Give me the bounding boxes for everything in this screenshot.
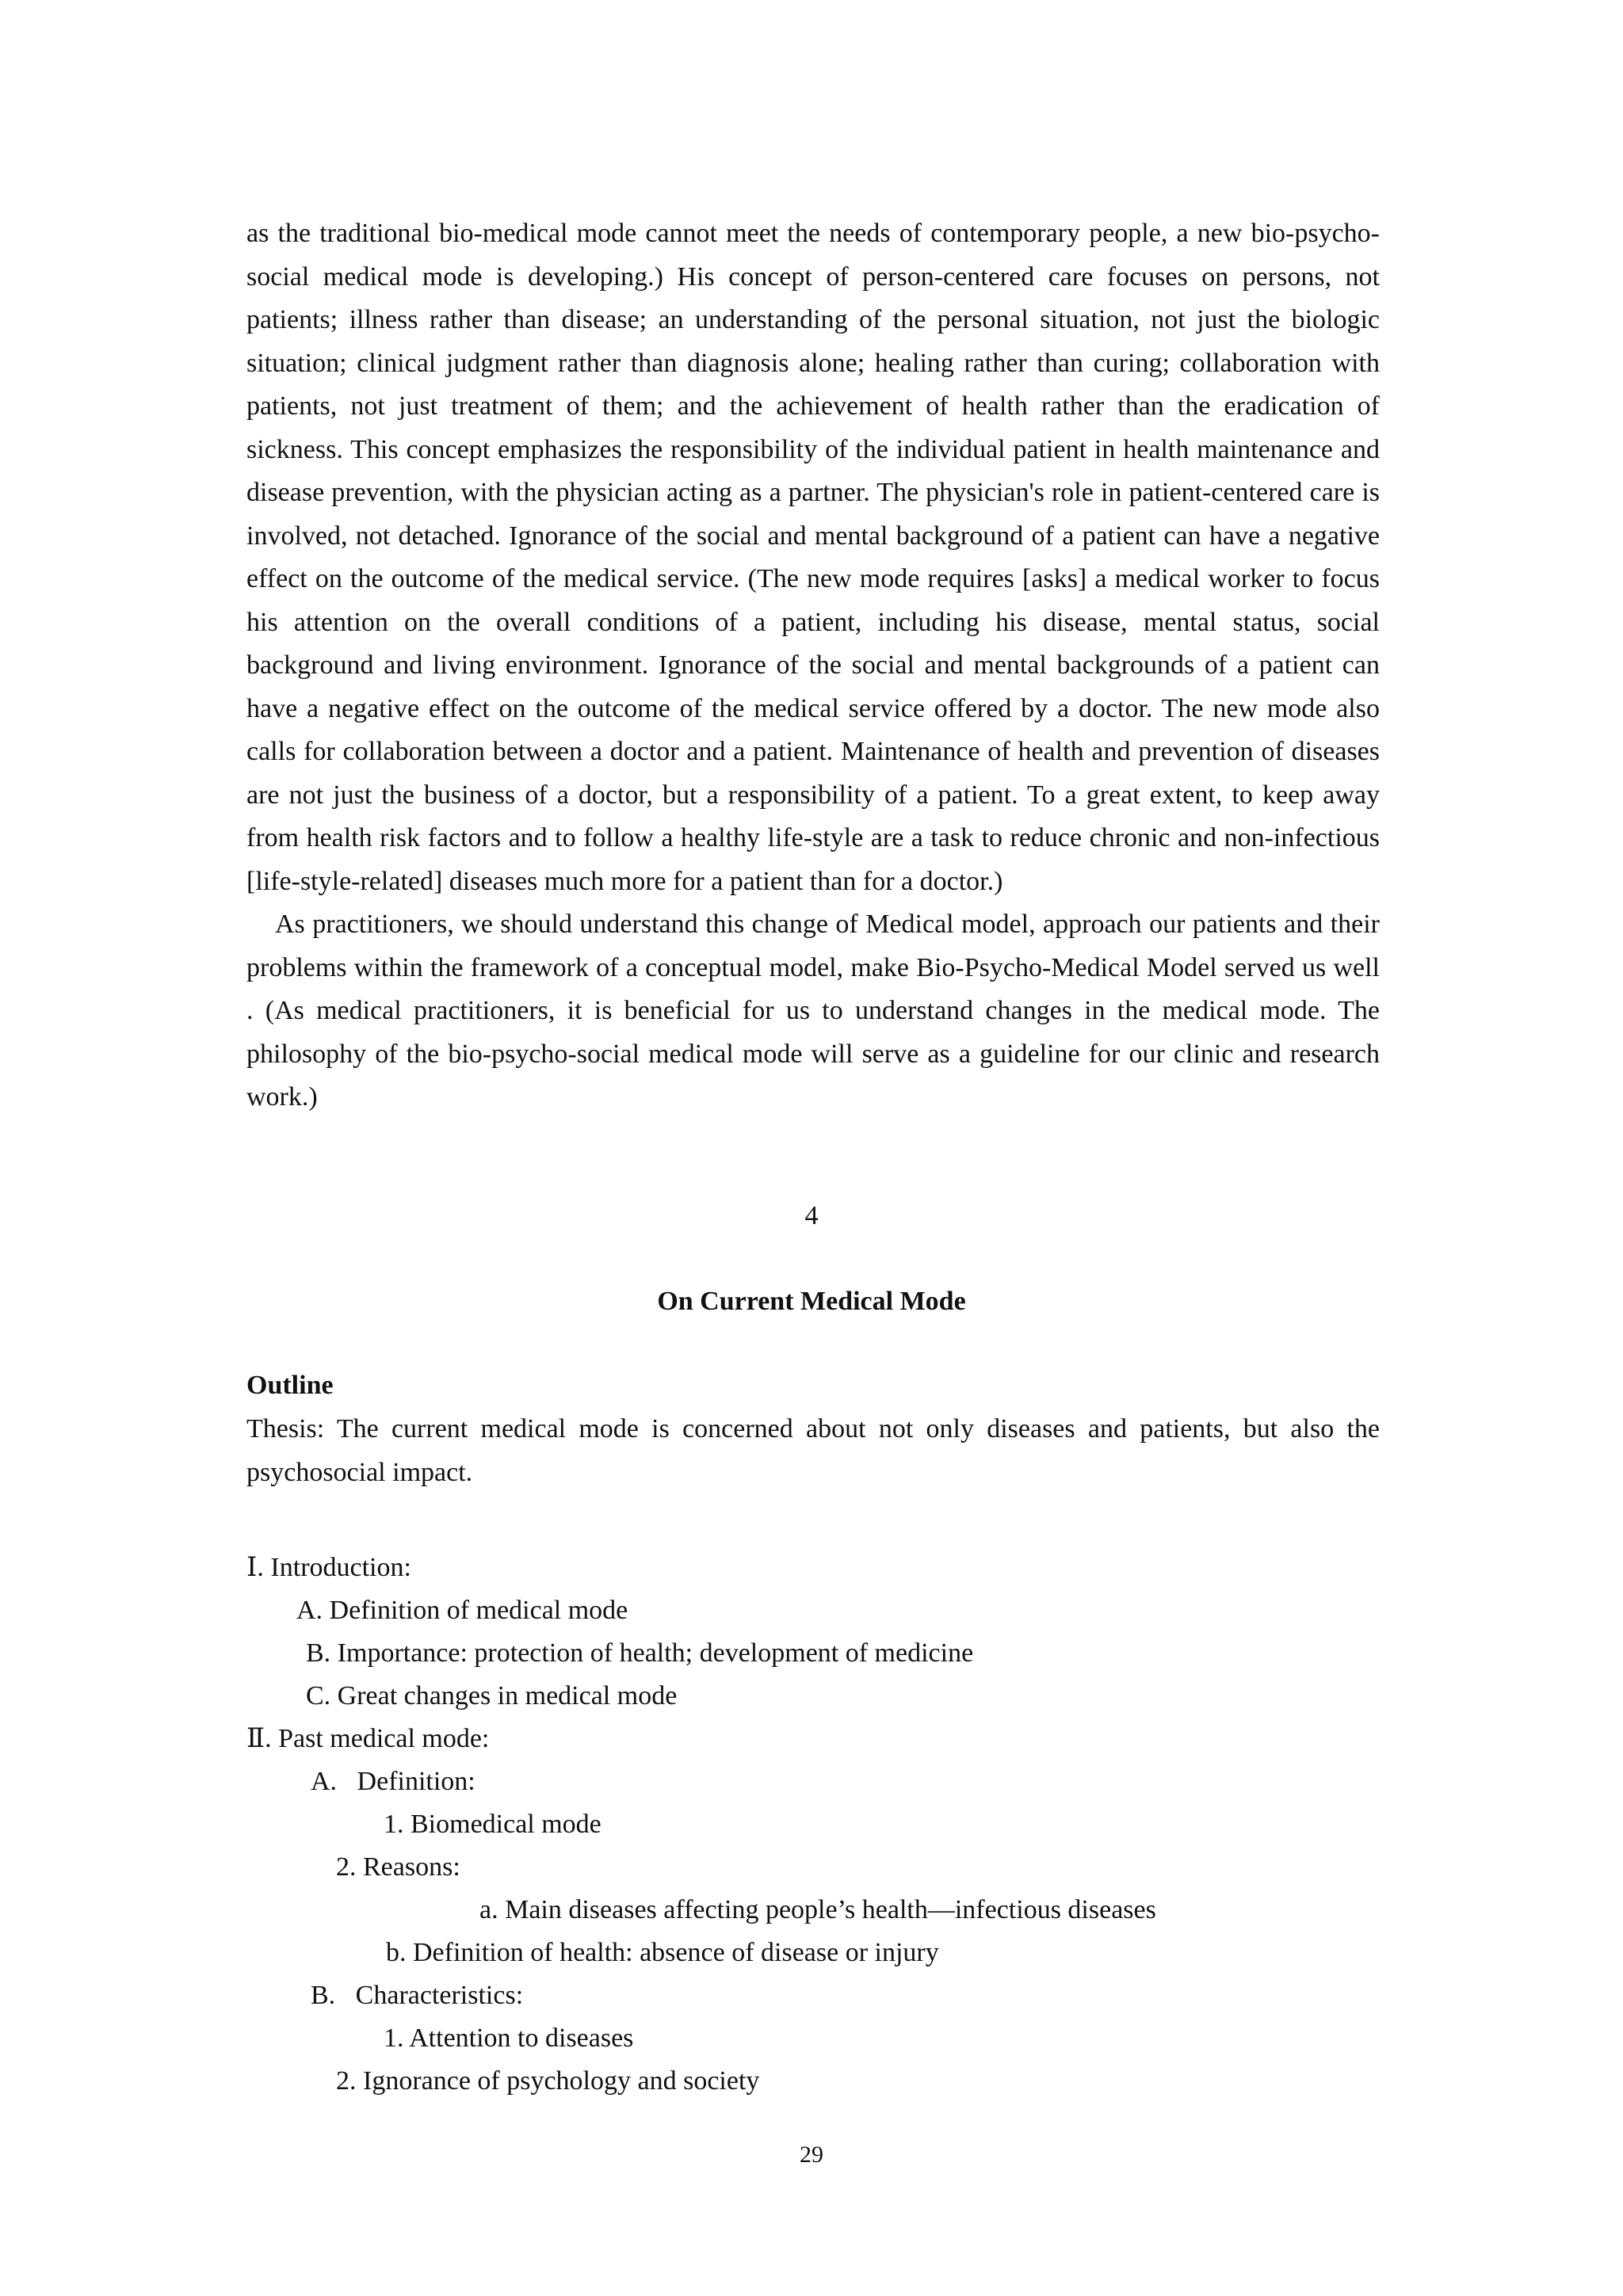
outline-item: a. Main diseases affecting people’s health—infectious diseases	[479, 1895, 1156, 1924]
outline-item: C. Great changes in medical mode	[306, 1681, 678, 1711]
section-title: On Current Medical Mode	[657, 1287, 966, 1316]
outline-item: 2. Ignorance of psychology and society	[336, 2066, 760, 2096]
outline-item: b. Definition of health: absence of disease or injury	[386, 1938, 939, 1967]
outline-thesis: Thesis: The current medical mode is concerned about not only diseases and patients, but also the psychosocial impact.	[246, 1414, 1380, 1487]
outline-item: 1. Biomedical mode	[384, 1810, 601, 1839]
outline-item: B. Characteristics:	[311, 1981, 524, 2010]
outline-item: 2. Reasons:	[336, 1852, 460, 1882]
body-text	[246, 212, 1380, 1119]
outline-item: A. Definition of medical mode	[296, 1596, 628, 1625]
outline-item-past-mode: Ⅱ. Past medical mode:	[246, 1724, 490, 1753]
outline-item: B. Importance: protection of health; development of medicine	[306, 1638, 974, 1668]
section-number: 4	[804, 1201, 819, 1230]
paragraph-practitioners: As practitioners, we should understand this change of Medical model, approach our patients and their problems within the framework of a conceptual model, make Bio-Psycho-Medical Model served us well . (As medical practitioners, it is beneficial for us to understand changes in the medical mode. The philosophy of the bio-psycho-social medical mode will serve as a guideline for our clinic and research work.)	[246, 910, 1380, 1112]
outline-item: A. Definition:	[311, 1767, 475, 1796]
paragraph-continuation: as the traditional bio-medical mode cannot meet the needs of contemporary people, a new bio-psycho-social medical mode is developing.) His concept of person-centered care focuses on persons, not patients; illness rather than disease; an understanding of the personal situation, not just the biologic situation; clinical judgment rather than diagnosis alone; healing rather than curing; collaboration with patients, not just treatment of them; and the achievement of health rather than the eradication of sickness. This concept emphasizes the responsibility of the individual patient in health maintenance and disease prevention, with the physician acting as a partner. The physician's role in patient-centered care is involved, not detached. Ignorance of the social and mental background of a patient can have a negative effect on the outcome of the medical service. (The new mode requires [asks] a medical worker to focus his attention on the overall conditions of a patient, including his disease, mental status, social background and living environment. Ignorance of the social and mental backgrounds of a patient can have a negative effect on the outcome of the medical service offered by a doctor. The new mode also calls for collaboration between a doctor and a patient. Maintenance of health and prevention of diseases are not just the business of a doctor, but a responsibility of a patient. To a great extent, to keep away from health risk factors and to follow a healthy life-style are a task to reduce chronic and non-infectious [life-style-related] diseases much more for a patient than for a doctor.)	[246, 219, 1380, 896]
outline-item-introduction: Ⅰ. Introduction:	[246, 1553, 411, 1582]
outline-heading: Outline	[246, 1371, 334, 1400]
outline-item: 1. Attention to diseases	[384, 2023, 634, 2053]
page-number: 29	[800, 2142, 823, 2168]
